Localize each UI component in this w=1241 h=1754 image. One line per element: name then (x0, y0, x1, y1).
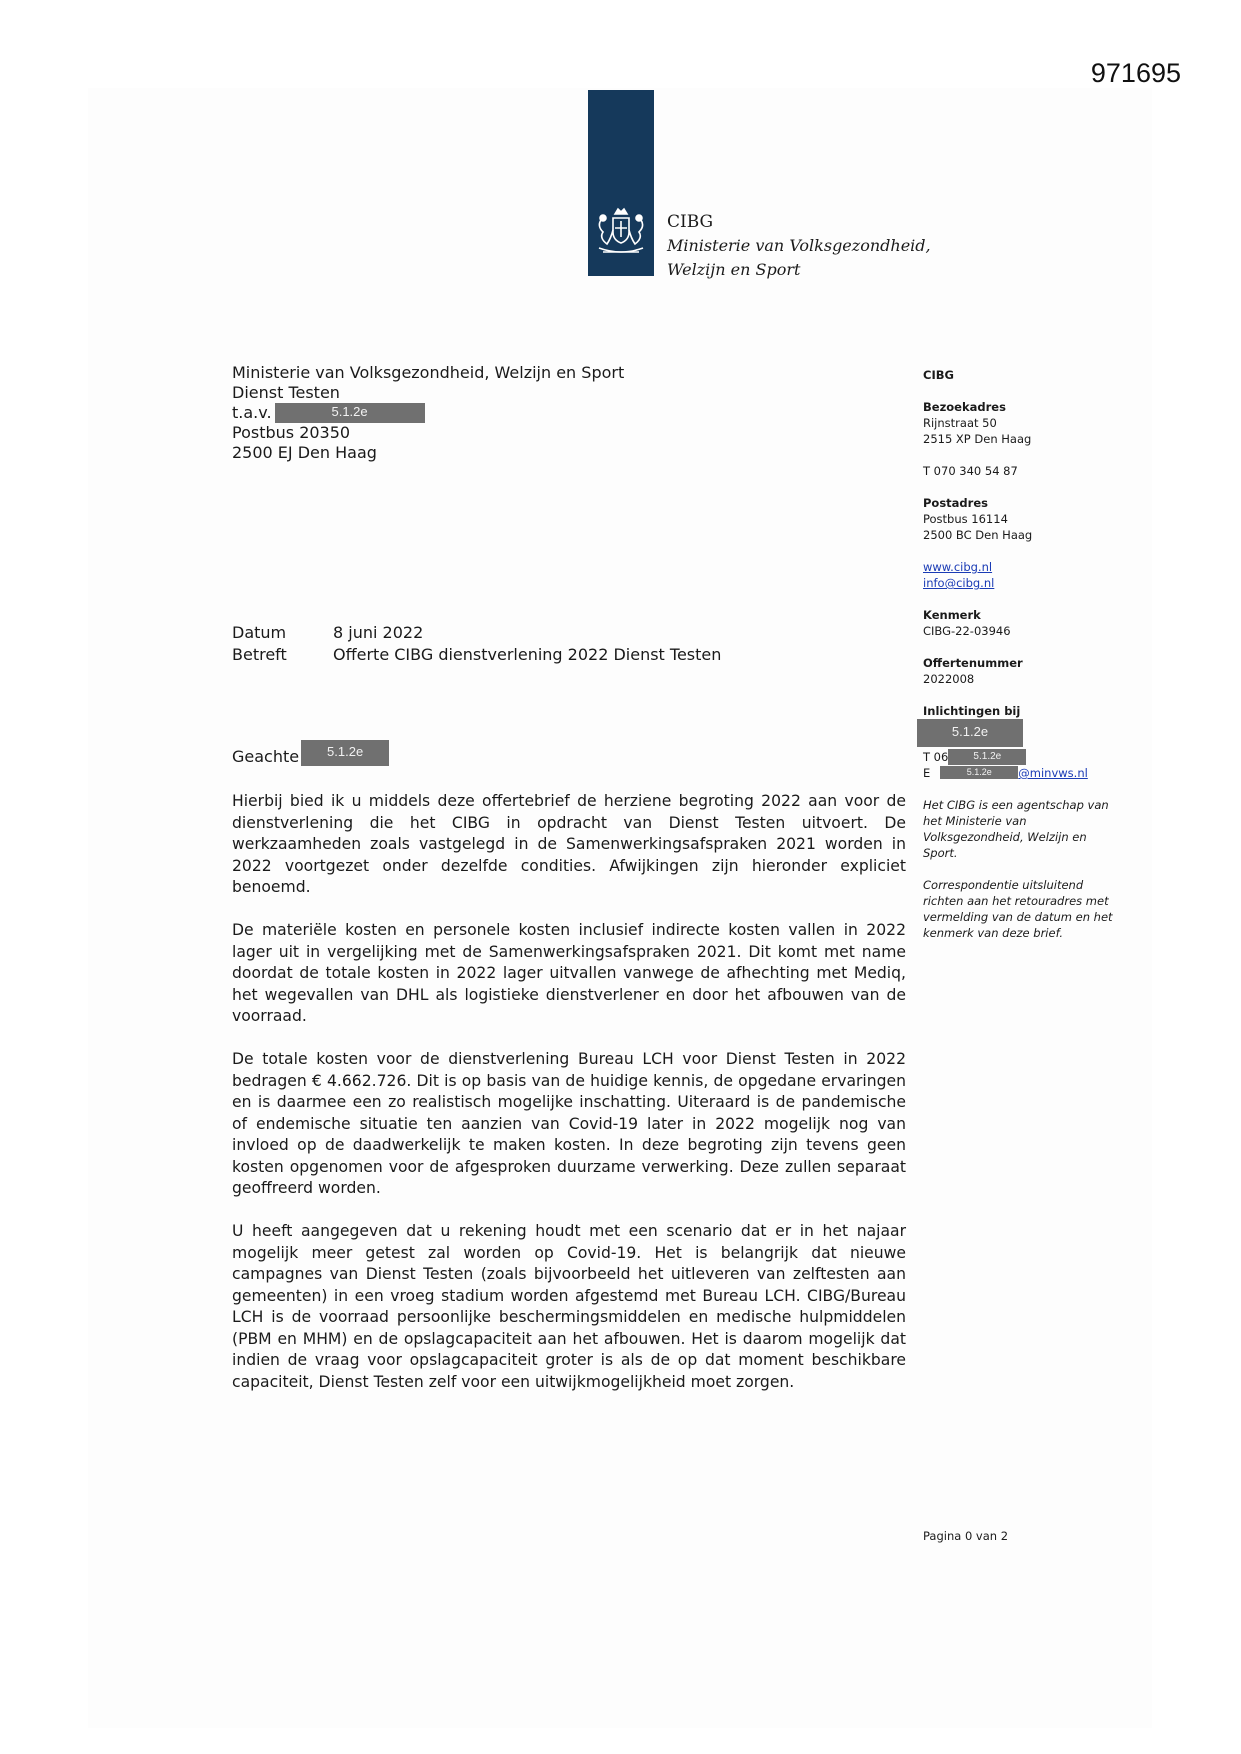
sidebar-org: CIBG (923, 368, 954, 382)
date-row (232, 622, 721, 644)
offer-number-value: 2022008 (923, 672, 975, 686)
salutation (232, 746, 389, 768)
visit-address-label: Bezoekadres (923, 400, 1006, 414)
subject-value: Offerte CIBG dienstverlening 2022 Dienst Testen (333, 645, 722, 664)
document-number: 971695 (1090, 58, 1181, 88)
redaction-block: 5.1.2e (917, 719, 1023, 747)
email-link[interactable]: info@cibg.nl (923, 576, 995, 590)
subject-row (232, 644, 721, 666)
address-line-ministry: Ministerie van Volksgezondheid, Welzijn en Sport (232, 363, 625, 382)
attn-label: t.a.v. (232, 403, 272, 422)
paragraph-1: Hierbij bied ik u middels deze offertebrief de herziene begroting 2022 aan voor de dienstverlening die het CIBG in opdracht van Dienst Testen uitvoert. De werkzaamheden zoals vastgelegd in de Samenwerkingsafspraken 2021 worden in 2022 voortgezet onder dezelfde condities. Afwijkingen zijn hieronder expliciet benoemd. (232, 792, 906, 896)
sender-sidebar (923, 367, 1113, 941)
agency-note: Het CIBG is een agentschap van het Ministerie van Volksgezondheid, Welzijn en Sport. (923, 798, 1109, 860)
page-number: Pagina 0 van 2 (923, 1529, 1009, 1543)
date-label: Datum (232, 623, 287, 642)
recipient-address (232, 363, 692, 463)
sidebar-phone: T 070 340 54 87 (923, 464, 1018, 478)
redaction-block: 5.1.2e (275, 403, 425, 423)
address-line-department: Dienst Testen (232, 383, 340, 402)
info-phone: T 06 5.1.2e (923, 749, 1113, 765)
subject-label: Betreft (232, 645, 287, 664)
salutation-text: Geachte (232, 747, 300, 766)
coat-of-arms-icon (593, 206, 649, 256)
government-logo-bar (588, 90, 654, 276)
postal-address-label: Postadres (923, 496, 988, 510)
postal-city: 2500 BC Den Haag (923, 528, 1033, 542)
correspondence-note: Correspondentie uitsluitend richten aan het retouradres met vermelding van de datum en het kenmerk van deze brief. (923, 878, 1113, 940)
letter-meta (232, 622, 721, 666)
logo-ministry-line1: Ministerie van Volksgezondheid, (667, 236, 931, 255)
address-line-attn (232, 403, 692, 423)
reference-value: CIBG-22-03946 (923, 624, 1011, 638)
logo-organization: CIBG (667, 212, 714, 232)
ministry-logo-text (667, 212, 947, 282)
address-line-postbus: Postbus 20350 (232, 423, 351, 442)
redaction-block: 5.1.2e (301, 740, 389, 766)
logo-ministry-line2: Welzijn en Sport (667, 260, 801, 279)
visit-street: Rijnstraat 50 (923, 416, 997, 430)
postal-box: Postbus 16114 (923, 512, 1008, 526)
address-line-city: 2500 EJ Den Haag (232, 443, 377, 462)
visit-city: 2515 XP Den Haag (923, 432, 1032, 446)
info-label: Inlichtingen bij (923, 704, 1021, 718)
paragraph-3: De totale kosten voor de dienstverlening Bureau LCH voor Dienst Testen in 2022 bedragen € 4.662.726. Dit is op basis van de huidige kennis, de opgedane ervaringen en is daarmee een zo realistisch mogelijke inschatting. Uiteraard is de pandemische of endemische situatie ten aanzien van Covid-19 later in 2022 mogelijk nog van invloed op de daadwerkelijk te maken kosten. In deze begroting zijn tevens geen kosten opgenomen voor de afgesproken duurzame verwerking. Deze zullen separaat geoffreerd worden. (232, 1050, 906, 1197)
reference-label: Kenmerk (923, 608, 981, 622)
letter-body (232, 791, 906, 1415)
paragraph-2: De materiële kosten en personele kosten inclusief indirecte kosten vallen in 2022 lager uit in vergelijking met de Samenwerkingsafspraken 2021. Dit komt met name doordat de totale kosten in 2022 lager uitvallen vanwege de afhechting met Mediq, het wegevallen van DHL als logistieke dienstverlener en door het afbouwen van de voorraad. (232, 921, 906, 1025)
redaction-block: 5.1.2e (948, 749, 1026, 765)
info-email: E 5.1.2e @minvws.nl (923, 766, 1088, 780)
offer-number-label: Offertenummer (923, 656, 1023, 670)
date-value: 8 juni 2022 (333, 623, 424, 642)
paragraph-4: U heeft aangegeven dat u rekening houdt met een scenario dat er in het najaar mogelijk meer getest zal worden op Covid-19. Het is belangrijk dat nieuwe campagnes van Dienst Testen (zoals bijvoorbeeld het uitleveren van zelftesten aan gemeenten) in een vroeg stadium worden afgestemd met Bureau LCH. CIBG/Bureau LCH is de voorraad persoonlijke beschermingsmiddelen en medische hulpmiddelen (PBM en MHM) en de opslagcapaciteit aan het afbouwen. Het is daarom mogelijk dat indien de vraag voor opslagcapaciteit groter is als de op dat moment beschikbare capaciteit, Dienst Testen zelf voor een uitwijkmogelijkheid moet zorgen. (232, 1222, 906, 1391)
website-link[interactable]: www.cibg.nl (923, 560, 993, 574)
redaction-block: 5.1.2e (940, 766, 1018, 779)
info-email-link[interactable]: @minvws.nl (1018, 766, 1088, 780)
